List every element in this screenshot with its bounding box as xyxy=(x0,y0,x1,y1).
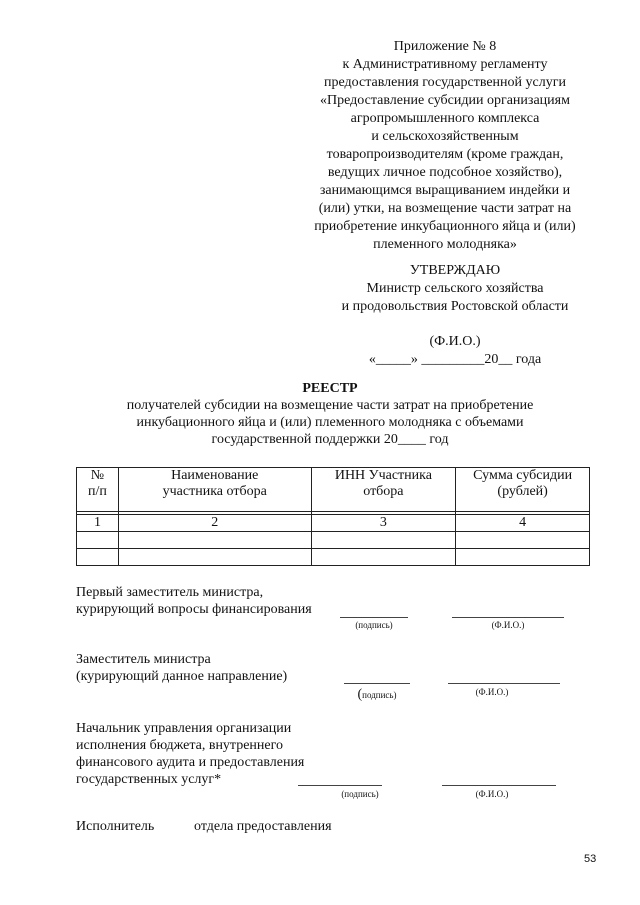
table-cell xyxy=(456,549,590,566)
appendix-line: к Административному регламенту xyxy=(342,57,548,72)
table-row xyxy=(77,549,590,566)
appendix-line: предоставления государственной услуги xyxy=(324,75,566,90)
table-header-cell: ИНН Участника отбора xyxy=(311,468,456,512)
appendix-line: (или) утки, на возмещение части затрат на xyxy=(318,201,572,216)
appendix-header xyxy=(290,38,600,254)
table-header-row xyxy=(77,468,590,512)
approval-block xyxy=(300,262,610,369)
appendix-line: племенного молодняка» xyxy=(373,237,517,252)
table-cell: 1 xyxy=(77,515,119,532)
table-header-cell: № п/п xyxy=(77,468,119,512)
fio-line xyxy=(448,683,560,684)
table-cell: 3 xyxy=(311,515,456,532)
signature-caption: (подпись) xyxy=(355,620,393,630)
table-number-row xyxy=(77,515,590,532)
deputy-title: Заместитель министра (курирующий данное направление) xyxy=(76,652,288,684)
head-title: Начальник управления организации исполнения бюджета, внутреннего финансового аудита и предоставления государственных услуг* xyxy=(76,721,305,787)
register-subtitle: инкубационного яйца и (или) племенного молодняка с объемами xyxy=(136,415,524,430)
fio-caption: (Ф.И.О.) xyxy=(491,620,525,630)
approval-line: Министр сельского хозяйства xyxy=(366,281,544,296)
appendix-line: приобретение инкубационного яйца и (или) xyxy=(314,219,576,234)
table-cell xyxy=(77,532,119,549)
fio-caption: (Ф.И.О.) xyxy=(475,687,509,697)
table-header-cell: Наименование участника отбора xyxy=(118,468,311,512)
table-cell xyxy=(456,532,590,549)
appendix-line: Приложение № 8 xyxy=(393,39,497,54)
register-title: РЕЕСТР xyxy=(302,381,358,396)
table-cell xyxy=(77,549,119,566)
executor-text: отдела предоставления xyxy=(194,819,332,834)
table-cell xyxy=(118,549,311,566)
signature-caption: (подпись) xyxy=(341,789,379,799)
approval-fio: (Ф.И.О.) xyxy=(429,334,481,349)
approval-date: «_____» _________20__ года xyxy=(368,352,542,367)
fio-line xyxy=(442,785,556,786)
signature-line xyxy=(344,683,410,684)
appendix-line: агропромышленного комплекса xyxy=(350,111,540,126)
register-subtitle: государственной поддержки 20____ год xyxy=(211,432,449,447)
appendix-line: и сельскохозяйственным xyxy=(371,129,519,144)
approval-heading: УТВЕРЖДАЮ xyxy=(409,263,501,278)
table-cell: 2 xyxy=(118,515,311,532)
signature-line xyxy=(340,617,408,618)
register-title-block xyxy=(60,380,600,448)
fio-caption: (Ф.И.О.) xyxy=(475,789,509,799)
appendix-line: товаропроизводителям (кроме граждан, xyxy=(326,147,564,162)
approval-line: и продовольствия Ростовской области xyxy=(341,299,569,314)
fio-line xyxy=(452,617,564,618)
register-subtitle: получателей субсидии на возмещение части затрат на приобретение xyxy=(126,398,534,413)
page-number: 53 xyxy=(584,853,597,865)
first-deputy-title: Первый заместитель министра, курирующий вопросы финансирования xyxy=(76,585,312,617)
table-header-cell: Сумма субсидии (рублей) xyxy=(456,468,590,512)
executor-label: Исполнитель xyxy=(76,819,155,834)
table-cell: 4 xyxy=(456,515,590,532)
signature-caption: (подпись) xyxy=(357,687,397,702)
table-cell xyxy=(311,549,456,566)
appendix-line: «Предоставление субсидии организациям xyxy=(320,93,570,108)
signature-line xyxy=(298,785,382,786)
table-cell xyxy=(118,532,311,549)
appendix-line: ведущих личное подсобное хозяйство), xyxy=(327,165,563,180)
table-row xyxy=(77,532,590,549)
appendix-line: занимающимся выращиванием индейки и xyxy=(319,183,571,198)
table-cell xyxy=(311,532,456,549)
register-table xyxy=(76,467,590,566)
